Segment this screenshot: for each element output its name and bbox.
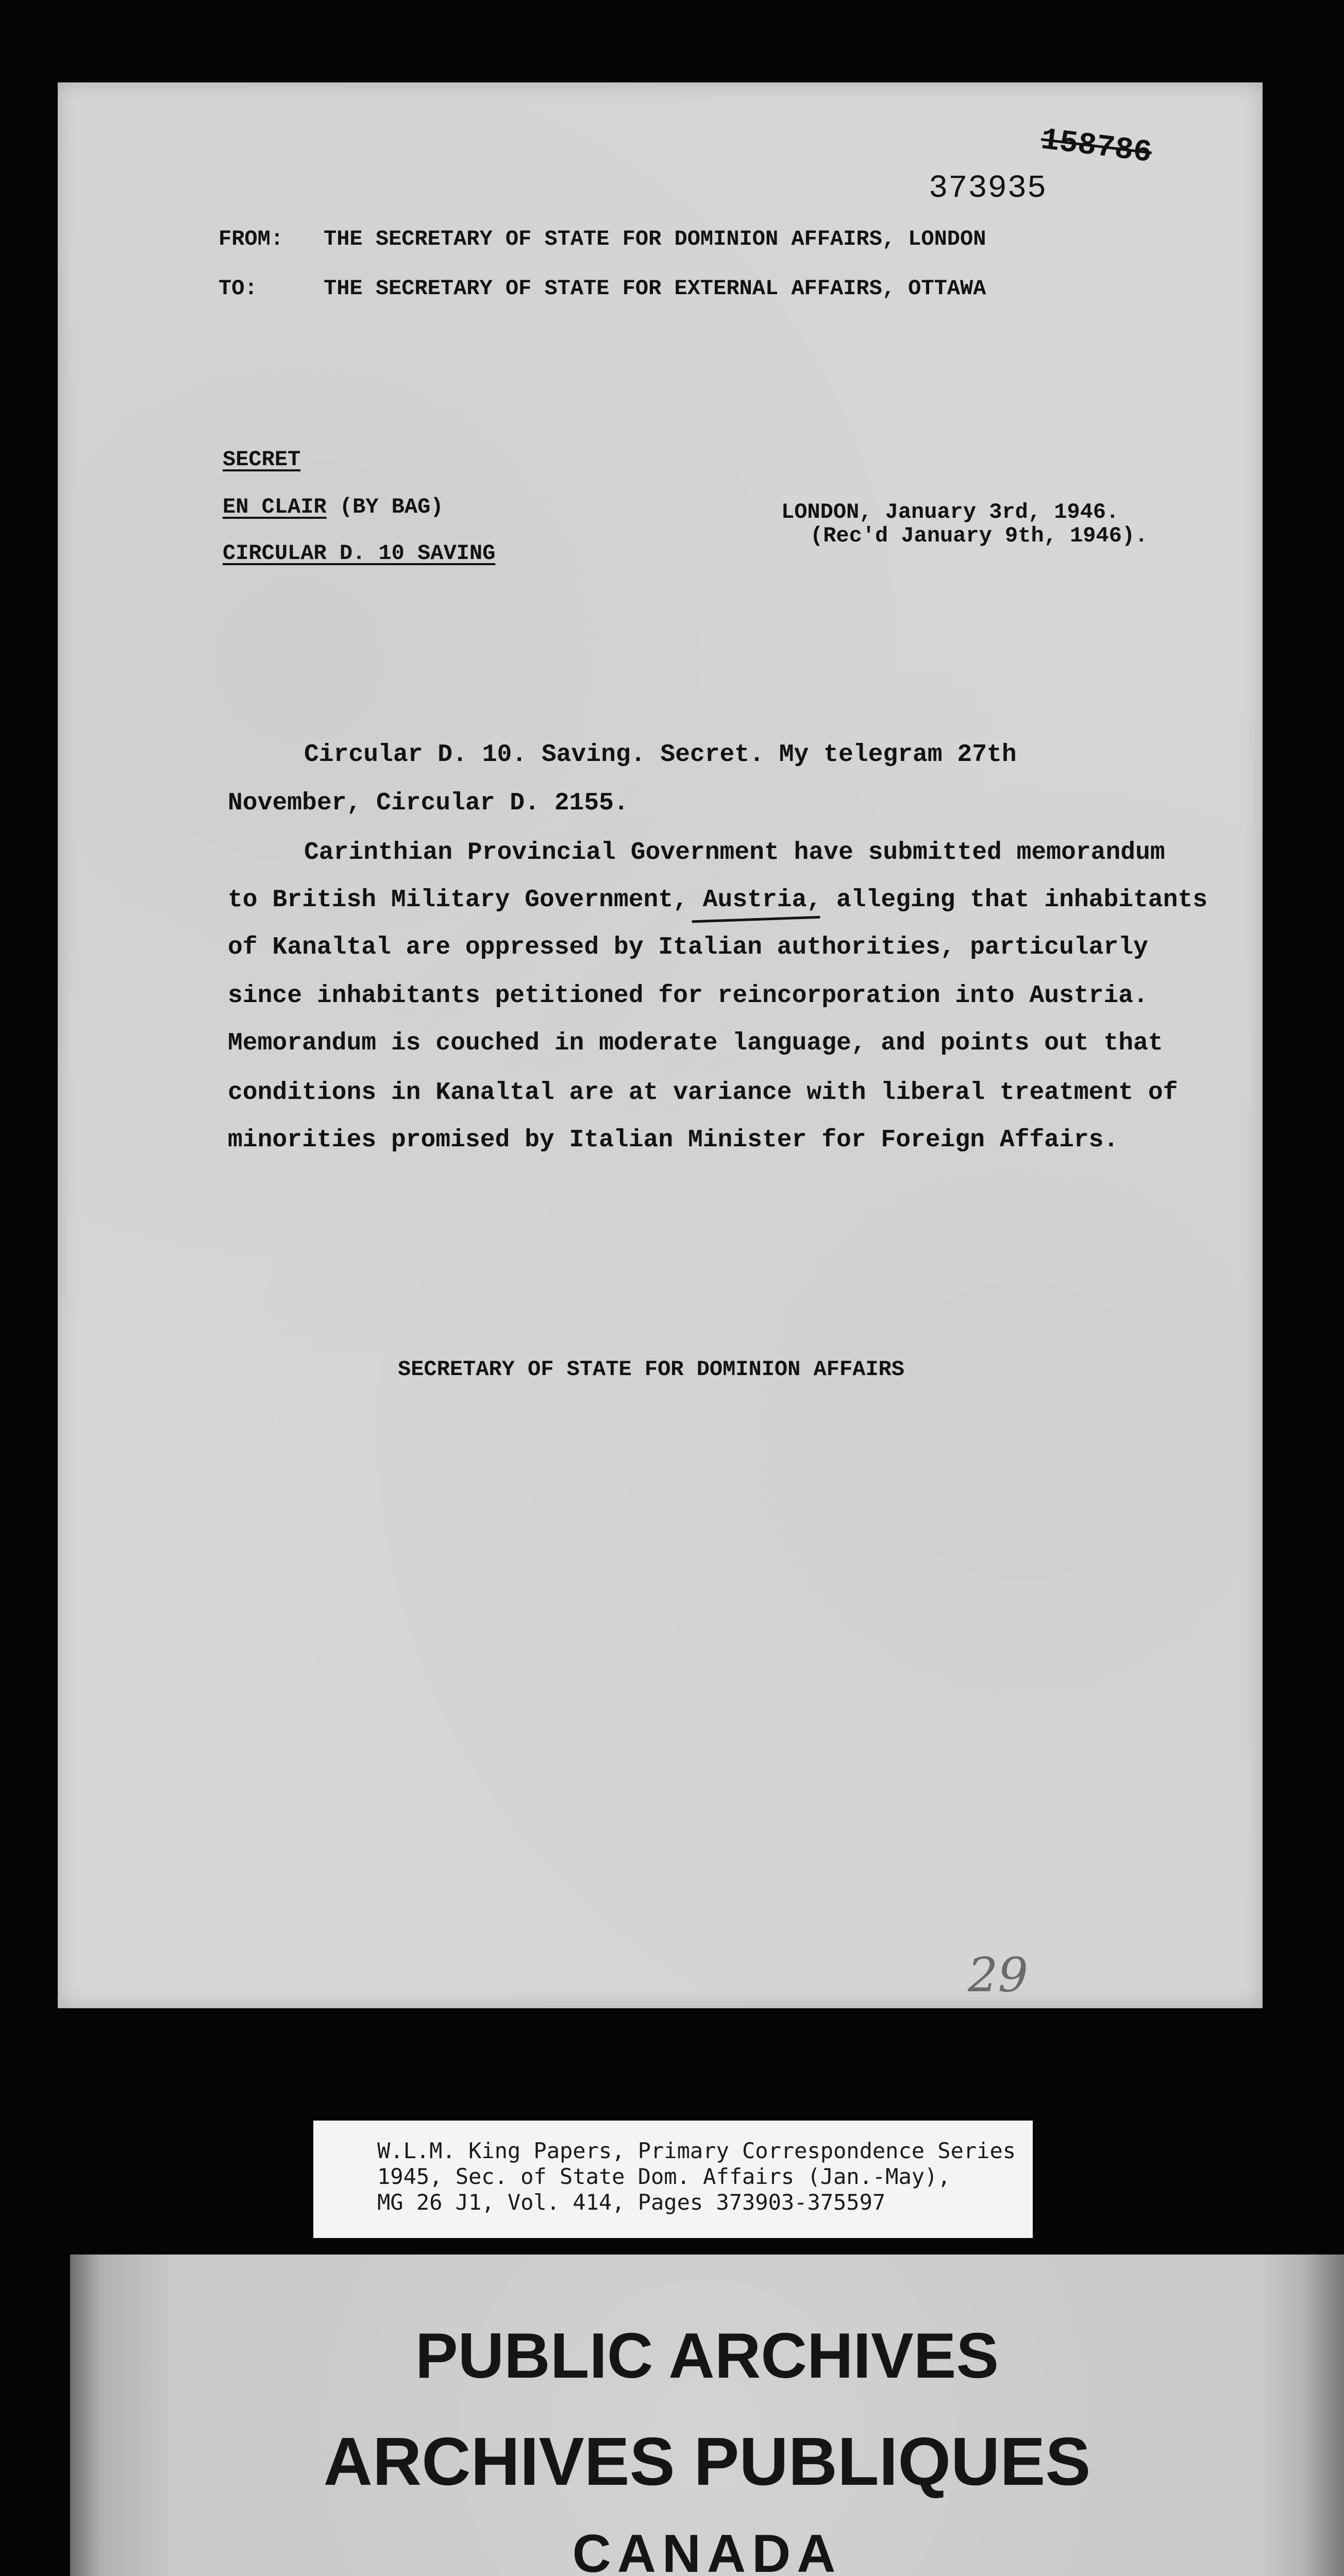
circular-reference: CIRCULAR D. 10 SAVING — [223, 541, 496, 566]
archive-reference-label — [313, 2121, 1033, 2238]
struck-document-number: 158786 — [1038, 123, 1154, 172]
body-line: Carinthian Provincial Government have submitted memorandum — [304, 839, 1165, 867]
classification: SECRET — [223, 447, 301, 472]
body-line: of Kanaltal are oppressed by Italian authorities, particularly — [228, 934, 1148, 961]
archive-label-line: W.L.M. King Papers, Primary Correspondence Series — [377, 2138, 1016, 2163]
body-line: to British Military Government, Austria, alleging that inhabitants — [228, 886, 1208, 914]
document-number: 373935 — [929, 170, 1047, 207]
from-label: FROM: — [219, 227, 284, 251]
to-value: THE SECRETARY OF STATE FOR EXTERNAL AFFAIRS, OTTAWA — [324, 276, 986, 301]
archive-label-line: 1945, Sec. of State Dom. Affairs (Jan.-May), — [377, 2164, 951, 2189]
transmission-prefix: EN CLAIR — [223, 495, 327, 519]
transmission-suffix: (BY BAG) — [326, 495, 444, 519]
archive-label-line: MG 26 J1, Vol. 414, Pages 373903-375597 — [377, 2190, 886, 2215]
document-page — [58, 82, 1263, 2008]
place-date: LONDON, January 3rd, 1946. — [781, 500, 1119, 524]
to-label: TO: — [219, 276, 258, 301]
body-line: minorities promised by Italian Minister for Foreign Affairs. — [228, 1126, 1119, 1154]
body-line: Memorandum is couched in moderate language, and points out that — [228, 1029, 1163, 1057]
archive-stamp-country: CANADA — [572, 2524, 842, 2576]
body-line: November, Circular D. 2155. — [228, 789, 629, 817]
handwritten-page-note: 29 — [968, 1947, 1029, 2003]
archive-stamp-english: PUBLIC ARCHIVES — [415, 2320, 999, 2392]
signature: SECRETARY OF STATE FOR DOMINION AFFAIRS — [398, 1357, 904, 1382]
body-line: since inhabitants petitioned for reincorporation into Austria. — [228, 982, 1148, 1010]
received-date: (Rec'd January 9th, 1946). — [810, 523, 1148, 548]
body-line: conditions in Kanaltal are at variance with liberal treatment of — [228, 1079, 1178, 1107]
from-value: THE SECRETARY OF STATE FOR DOMINION AFFAIRS, LONDON — [324, 227, 986, 251]
archive-stamp — [70, 2255, 1344, 2576]
transmission-line — [223, 495, 443, 519]
archive-stamp-french: ARCHIVES PUBLIQUES — [323, 2424, 1091, 2499]
body-line: Circular D. 10. Saving. Secret. My telegram 27th — [304, 741, 1017, 769]
handwritten-underline — [692, 916, 820, 923]
